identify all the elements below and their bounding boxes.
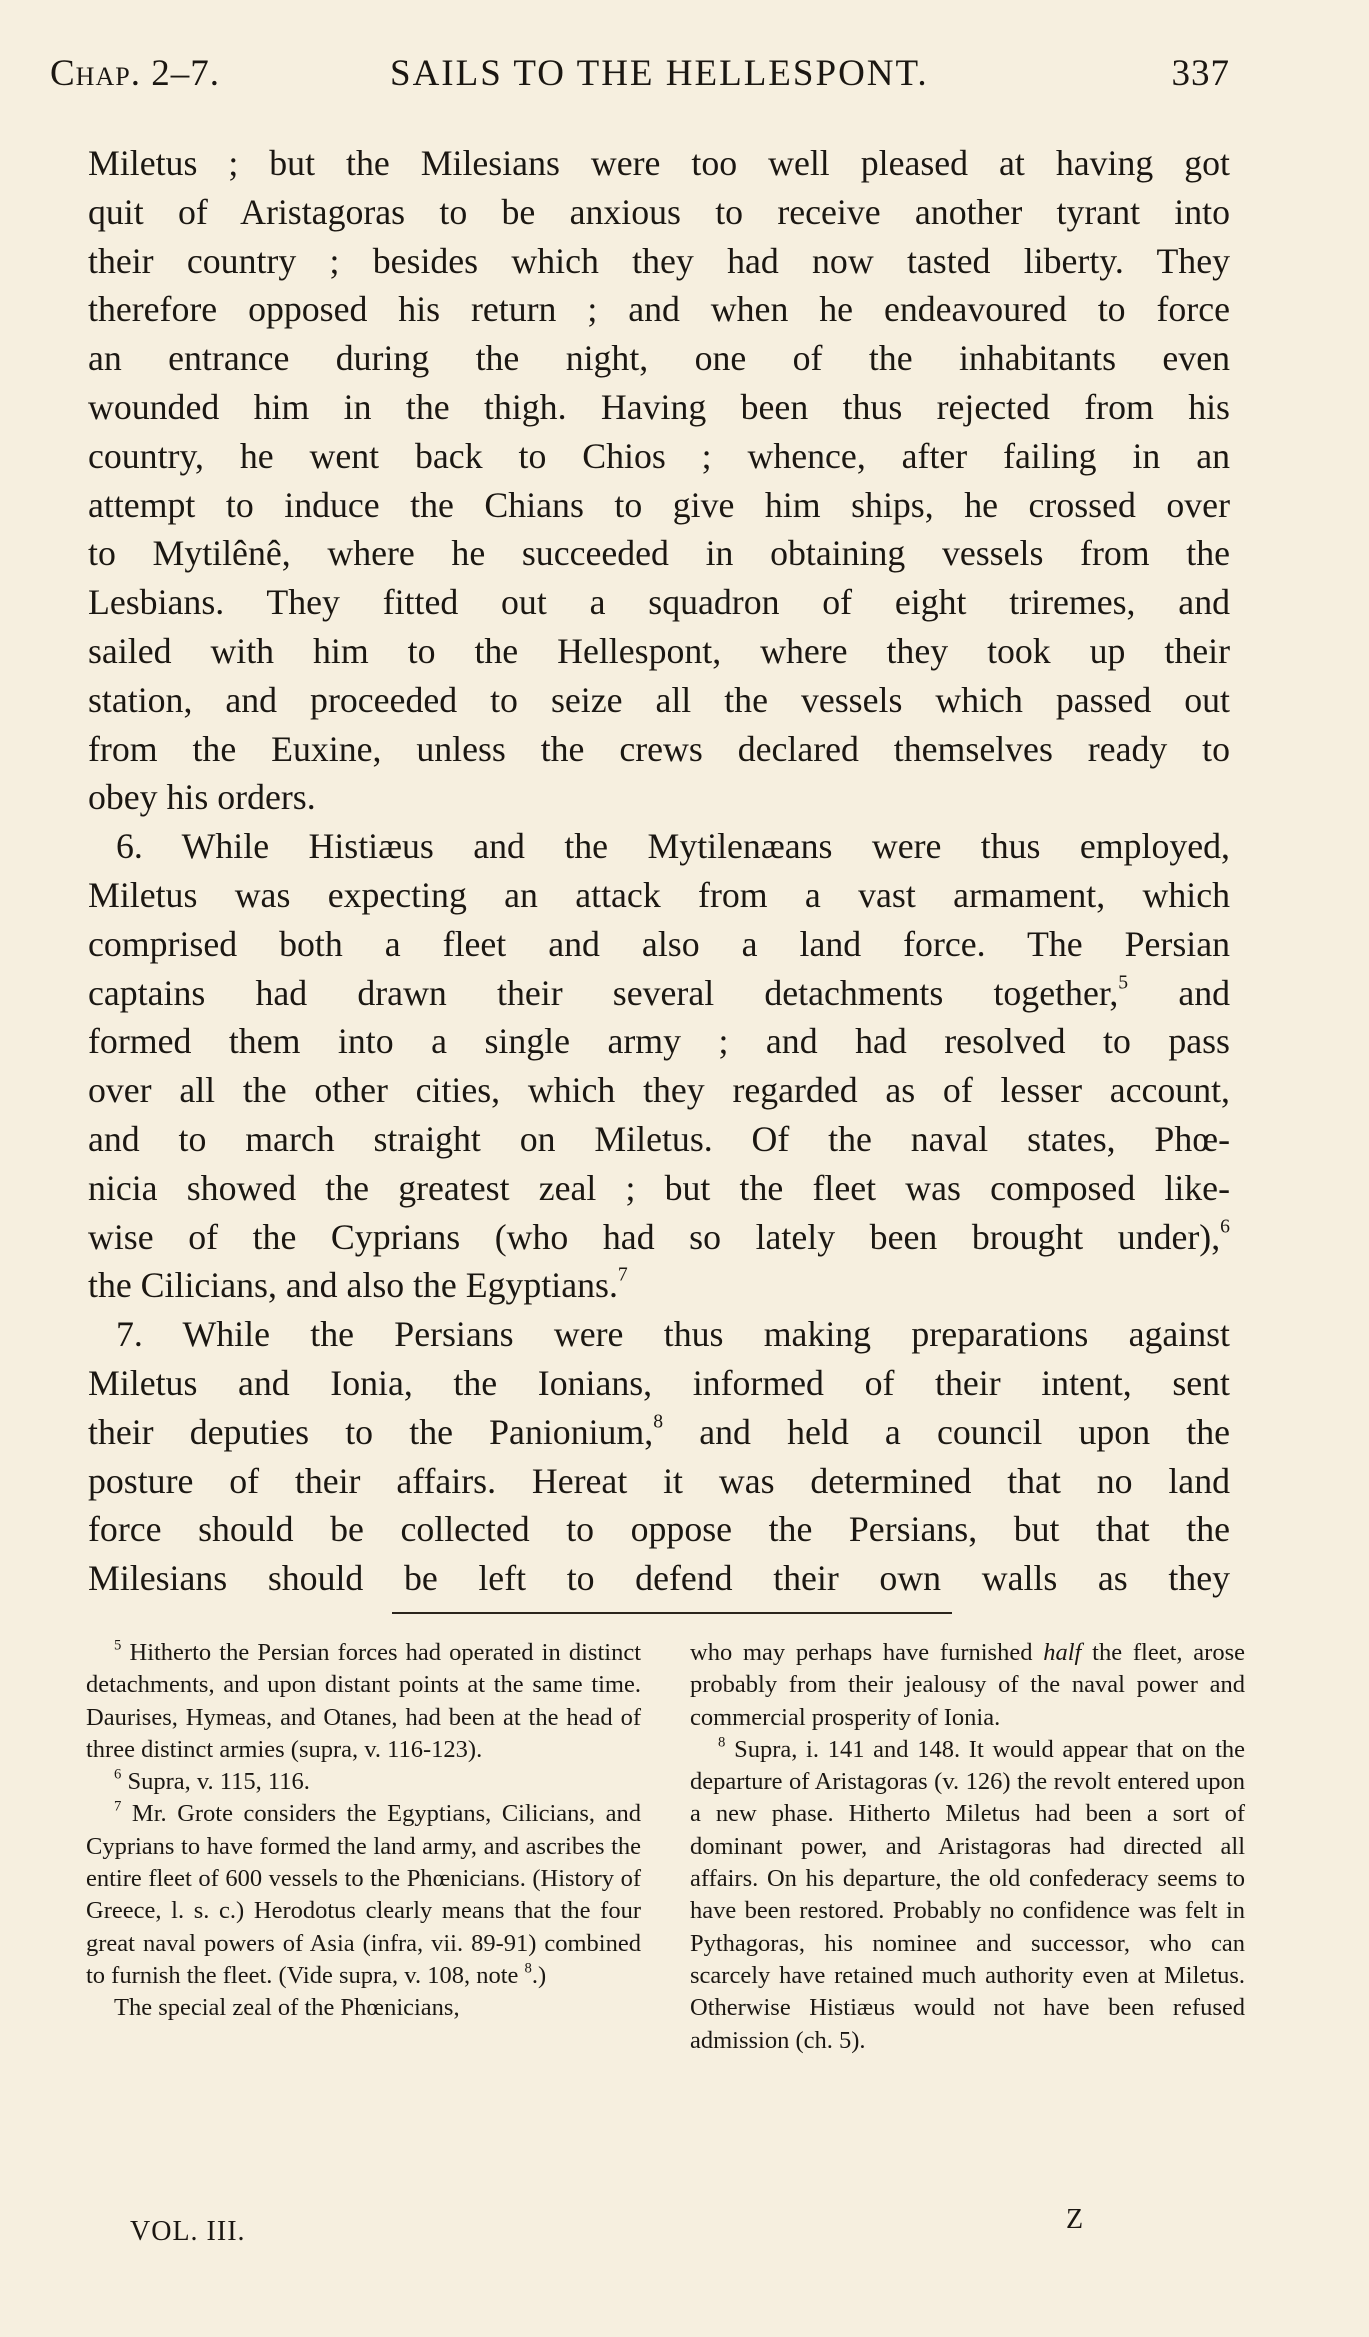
footnote-ref-5: 5 [1118,970,1129,993]
footnote-mark: 5 [114,1637,122,1654]
text-line [88,1213,1230,1262]
footnotes-left-column [86,1637,641,2025]
footnote-ref-7: 7 [617,1263,628,1286]
page-footer [130,2204,1084,2256]
volume-label: VOL. III. [130,2216,246,2247]
footnote-text: Mr. Grote considers the Egyptians, Cilicians, and Cyprians to have formed the land army, and ascribes the entire fleet of 600 vessels to the Phœnicians. (History of Greece, l. s. c.) Herodotus clearly means that the four great naval powers of Asia (infra, vii. 89-91) combined to furnish the fleet. (Vide supra, v. 108, note [86,1800,642,1989]
running-header [50,40,1230,110]
text-line: Lesbians. They fitted out a squadron of eight triremes, and [88,582,1230,623]
footnote-7 [86,1798,641,1992]
page-number: 337 [1171,53,1230,94]
text-line: country, he went back to Chios ; whence, after failing in an [88,435,1230,476]
footnote-ref-6: 6 [1220,1214,1230,1237]
text-line: Miletus was expecting an attack from a vast armament, which [88,874,1230,915]
text-line [88,1408,1230,1457]
text-line: to Mytilênê, where he succeeded in obtaining vessels from the [88,533,1230,574]
footnote-ref-8: 8 [653,1409,664,1432]
running-title: SAILS TO THE HELLESPONT. [390,53,929,94]
text-line: Miletus ; but the Milesians were too well pleased at having got [88,143,1230,183]
footnote-cross-ref: 8 [524,1960,532,1977]
footnote-mark: 8 [718,1734,726,1751]
text-line: therefore opposed his return ; and when he endeavoured to force [88,289,1230,330]
text-line: quit of Aristagoras to be anxious to receive another tyrant into [88,191,1230,232]
main-text [88,139,1230,1603]
footnote-divider [392,1612,952,1614]
text-line: and to march straight on Miletus. Of the naval states, Phœ- [88,1118,1230,1159]
footnote-text: Supra, i. 141 and 148. It would appear that on the departure of Aristagoras (v. 126) the revolt entered upon a new phase. Hitherto Miletus had been a sort of dominant power, and Aristagoras had directed all affairs. On his departure, the old confederacy seems to have been restored. Probably no confidence was felt in Pythagoras, his nominee and successor, who can scarcely have retained much authority even at Miletus. Otherwise Histiæus would not have been refused admission (ch. 5). [690,1735,1246,2054]
footnote-text: the fleet, arose probably from their jealousy of the naval power and commercial prosperity of Ionia. [690,1639,1245,1731]
text-line: over all the other cities, which they regarded as of lesser account, [88,1070,1230,1111]
text-segment: their deputies to the Panionium, [88,1411,654,1452]
text-line: force should be collected to oppose the Persians, but that the [88,1509,1230,1550]
text-segment: and [1128,972,1231,1013]
text-line: sailed with him to the Hellespont, where they took up their [88,630,1230,671]
footnote-7-continuation: The special zeal of the Phœnicians, [114,1994,460,2022]
text-line: Miletus and Ionia, the Ionians, informed of their intent, sent [88,1362,1230,1403]
text-line: posture of their affairs. Hereat it was determined that no land [88,1460,1230,1501]
text-line: station, and proceeded to seize all the vessels which passed out [88,679,1230,720]
footnote-text: Hitherto the Persian forces had operated in distinct detachments, and upon distant points at the same time. Daurises, Hymeas, and Otanes, had been at the head of three distinct armies (supra, v. 116-123). [86,1639,641,1763]
footnote-6 [86,1766,641,1798]
text-line: comprised both a fleet and also a land force. The Persian [88,923,1230,964]
footnote-italic: half [1043,1639,1082,1666]
text-line: obey his orders. [88,777,316,818]
text-segment: and held a council upon the [663,1411,1230,1452]
text-segment: captains had drawn their several detachments together, [88,972,1119,1013]
footnotes-right-column [690,1637,1245,2057]
text-line [88,969,1230,1018]
text-line: attempt to induce the Chians to give him ships, he crossed over [88,484,1230,525]
text-line: an entrance during the night, one of the inhabitants even [88,338,1230,379]
text-line: 7. While the Persians were thus making preparations against [116,1314,1230,1355]
footnote-8 [690,1734,1245,2057]
footnote-mark: 6 [114,1766,122,1783]
footnote-mark: 7 [114,1799,122,1816]
text-line: formed them into a single army ; and had resolved to pass [88,1021,1230,1062]
text-line [88,1261,1230,1310]
text-line: Milesians should be left to defend their own walls as they [88,1558,1230,1599]
text-line: wounded him in the thigh. Having been thus rejected from his [88,386,1230,427]
footnote-text: Supra, v. 115, 116. [127,1768,310,1796]
text-segment: wise of the Cyprians (who had so lately been brought under), [88,1216,1221,1257]
text-segment: the Cilicians, and also the Egyptians. [88,1265,618,1306]
footnote-7-continued [690,1637,1245,1734]
footnote-text: who may perhaps have furnished [690,1639,1033,1666]
text-line: from the Euxine, unless the crews declared themselves ready to [88,728,1230,769]
footnote-text: .) [531,1961,547,1989]
footnote-5 [86,1637,641,1766]
chapter-reference: Chap. 2–7. [50,53,220,94]
signature-mark: Z [1066,2204,1084,2235]
text-line: their country ; besides which they had now tasted liberty. They [88,240,1230,281]
text-line: nicia showed the greatest zeal ; but the fleet was composed like- [88,1167,1230,1208]
text-line: 6. While Histiæus and the Mytilenæans were thus employed, [116,826,1230,867]
